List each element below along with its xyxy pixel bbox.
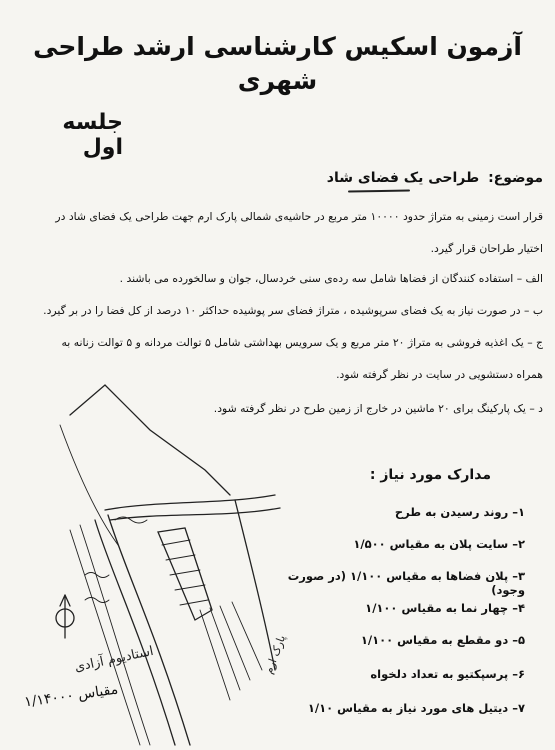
road-line-4 — [80, 525, 150, 745]
requirement-item: ۲– سایت پلان به مقیاس ۱/۵۰۰ — [353, 537, 525, 551]
road-line-2 — [108, 515, 190, 745]
condition-item-b: ب – در صورت نیاز به یک فضای سرپوشیده ، متراژ فضای سر پوشیده حداکثر ۱۰ درصد از کل فضا را در بر گیرد. — [43, 304, 543, 317]
map-scale-label: مقیاس ۱/۱۴۰۰۰ — [23, 681, 120, 711]
subject-underline — [348, 189, 410, 192]
stadium-label: استادیوم آزادی — [73, 643, 155, 676]
condition-item-a: الف – استفاده کنندگان از فضاها شامل سه رده‌ی سنی خردسال، جوان و سالخورده می باشند . — [119, 272, 543, 285]
park-edge — [235, 500, 275, 670]
site-boundary-line — [70, 385, 230, 495]
requirement-item: ۶– پرسپکتیو به تعداد دلخواه — [370, 667, 525, 681]
site-parcel — [158, 528, 212, 620]
intro-paragraph-line-2: اختیار طراحان قرار گیرد. — [430, 242, 543, 255]
park-hatching — [200, 602, 262, 700]
subject-value: طراحی یک فضای شاد — [326, 170, 480, 186]
condition-item-c-line-2: همراه دستشویی در سایت در نظر گرفته شود. — [336, 368, 543, 381]
condition-item-c-line-1: ج – یک اغذیه فروشی به متراژ ۲۰ متر مربع و یک سرویس بهداشتی شامل ۵ توالت مردانه و ۵ توالت زنانه به — [61, 336, 543, 349]
requirement-item: ۴– چهار نما به مقیاس ۱/۱۰۰ — [365, 601, 525, 615]
subject-label: موضوع: — [488, 170, 543, 186]
top-road-1 — [105, 495, 275, 510]
page-title: آزمون اسکیس کارشناسی ارشد طراحی شهری — [33, 32, 522, 95]
boundary-curve — [60, 425, 118, 545]
requirements-heading: مدارک مورد نیاز : — [369, 467, 491, 483]
condition-item-d: د – یک پارکینگ برای ۲۰ ماشین در خارج از زمین طرح در نظر گرفته شود. — [213, 402, 543, 415]
road-line-1 — [95, 520, 175, 745]
session-heading: جلسه اول — [62, 110, 123, 160]
requirement-item: ۷– دیتیل های مورد نیاز به مقیاس ۱/۱۰ — [307, 701, 525, 715]
requirement-item: ۵– دو مقطع به مقیاس ۱/۱۰۰ — [360, 633, 525, 647]
top-road-2 — [110, 508, 280, 520]
intro-paragraph-line-1: قرار است زمینی به متراژ حدود ۱۰۰۰۰ متر مربع در حاشیه‌ی شمالی پارک ارم جهت طراحی یک فضای شاد در — [55, 210, 543, 223]
road-line-3 — [70, 530, 140, 745]
subject-line — [243, 170, 543, 186]
park-label: پارک ارم — [262, 633, 289, 676]
requirement-item: ۳– پلان فضاها به مقیاس ۱/۱۰۰ (در صورت وجود) — [287, 569, 525, 597]
north-arrow-icon — [56, 595, 74, 638]
requirement-item: ۱– روند رسیدن به طرح — [394, 505, 525, 519]
